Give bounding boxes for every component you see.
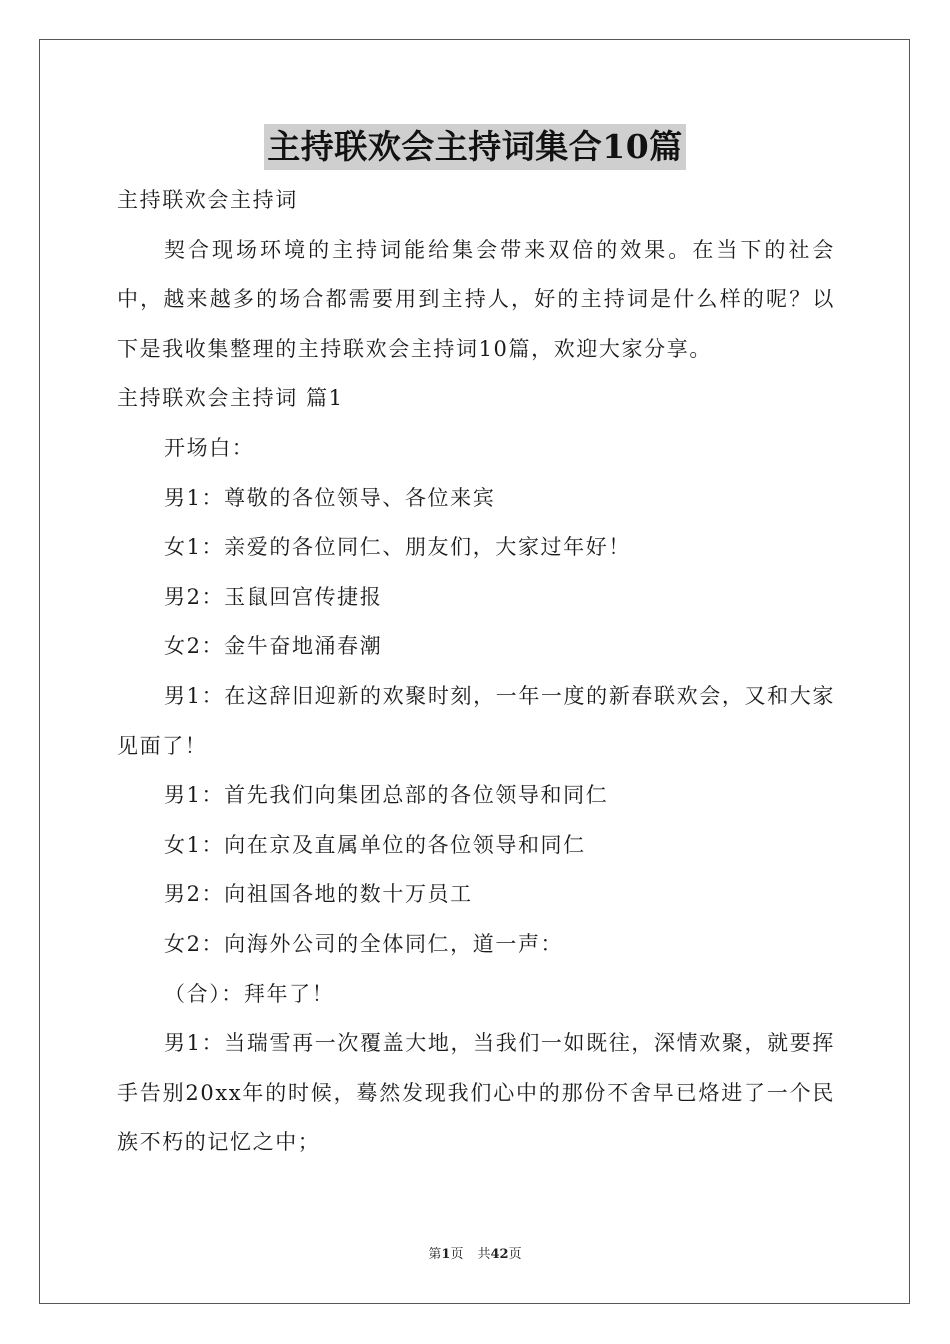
paragraph: 男1：当瑞雪再一次覆盖大地，当我们一如既往，深情欢聚，就要挥手告别20xx年的时候，蓦然发现我们心中的那份不舍早已烙进了一个民族不朽的记忆之中；: [117, 1031, 835, 1155]
footer-total-pages: 42: [490, 1247, 509, 1262]
paragraph: 男2：向祖国各地的数十万员工: [164, 882, 473, 907]
paragraph: （合）：拜年了！: [164, 981, 335, 1006]
paragraph: 主持联欢会主持词: [117, 188, 298, 212]
footer-page-suffix: 页: [450, 1247, 464, 1262]
footer-total-suffix: 页: [508, 1247, 522, 1262]
paragraph: 开场白：: [164, 435, 255, 460]
footer-page-prefix: 第: [428, 1247, 442, 1262]
paragraph: 男1：在这辞旧迎新的欢聚时刻，一年一度的新春联欢会，又和大家见面了！: [117, 683, 835, 758]
footer-total-prefix: 共: [477, 1247, 491, 1262]
paragraph: 女2：金牛奋地涌春潮: [164, 634, 383, 659]
document-body: [117, 176, 835, 1168]
paragraph: 主持联欢会主持词 篇1: [117, 386, 344, 411]
paragraph: 男1：首先我们向集团总部的各位领导和同仁: [164, 783, 609, 808]
title-container: [0, 124, 950, 170]
page-footer: [0, 1246, 950, 1264]
paragraph: 女1：向在京及直属单位的各位领导和同仁: [164, 832, 586, 857]
document-title: 主持联欢会主持词集合10篇: [264, 124, 685, 170]
paragraph: 女1：亲爱的各位同仁、朋友们，大家过年好！: [164, 535, 631, 560]
paragraph: 女2：向海外公司的全体同仁，道一声：: [164, 931, 564, 956]
paragraph: 男2：玉鼠回宫传捷报: [164, 584, 383, 609]
paragraph: 男1：尊敬的各位领导、各位来宾: [164, 485, 496, 510]
paragraph: 契合现场环境的主持词能给集会带来双倍的效果。在当下的社会中，越来越多的场合都需要用到主持人，好的主持词是什么样的呢？以下是我收集整理的主持联欢会主持词10篇，欢迎大家分享。: [117, 237, 835, 361]
footer-page-number: 1: [441, 1247, 451, 1262]
